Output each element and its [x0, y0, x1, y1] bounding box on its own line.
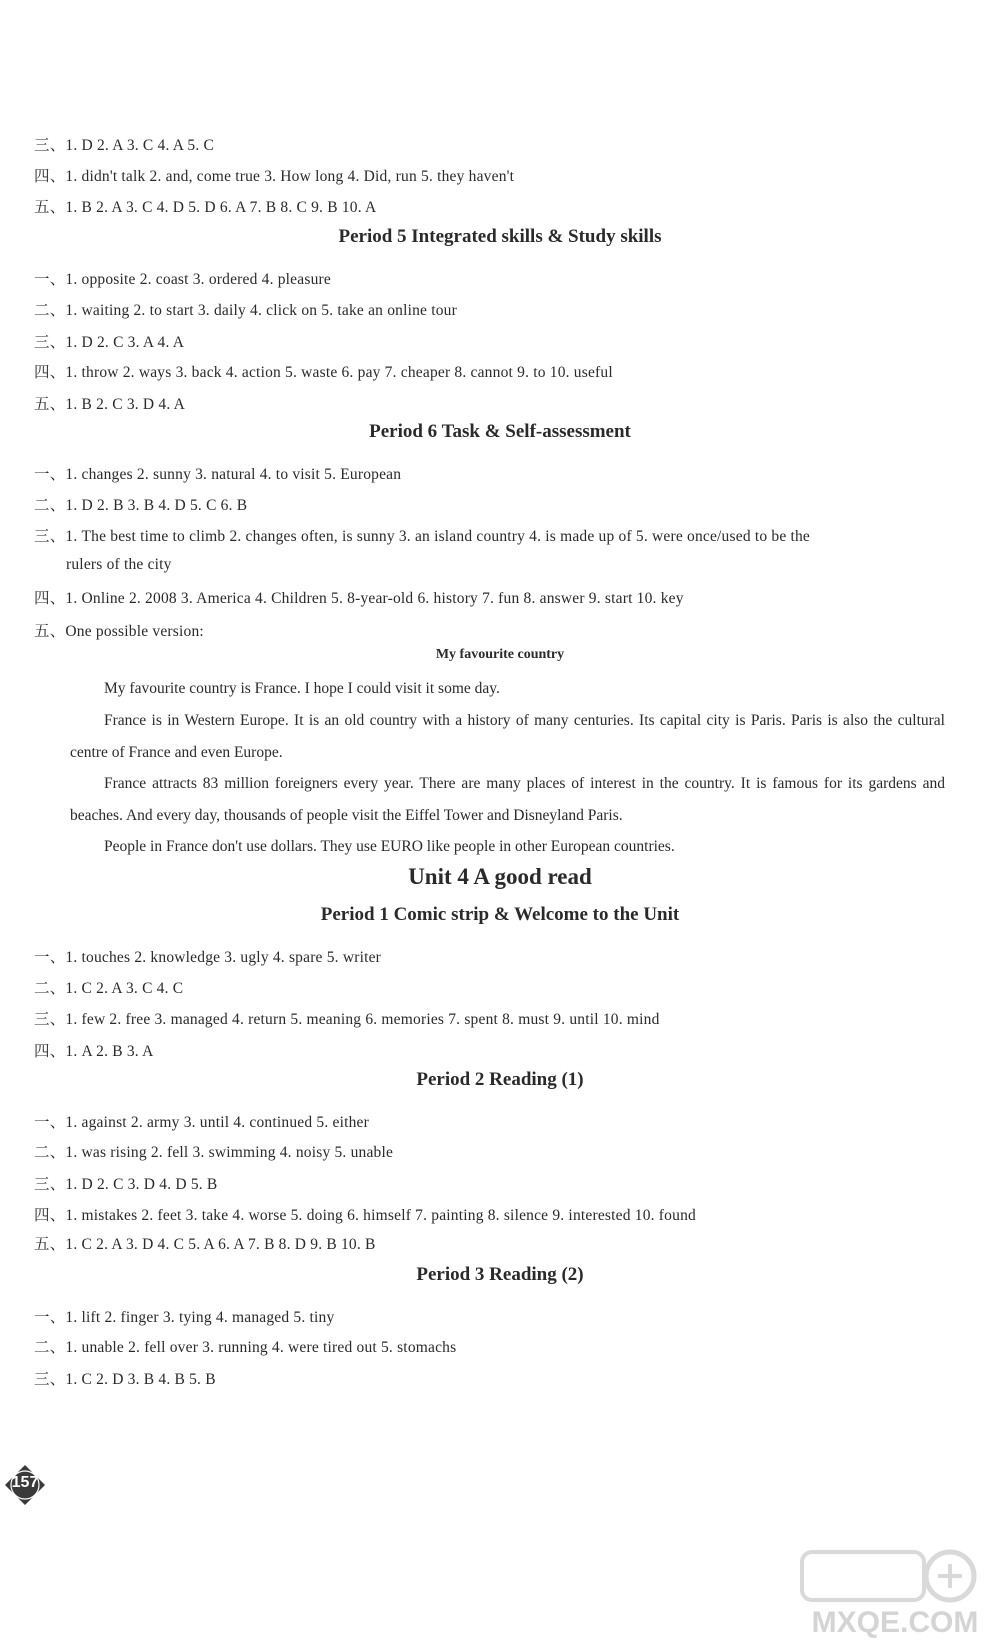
answer-line: 一、1. changes 2. sunny 3. natural 4. to visit 5. European [34, 466, 402, 483]
svg-text:MXQE.COM: MXQE.COM [811, 1606, 979, 1638]
answer-line: 二、1. waiting 2. to start 3. daily 4. click on 5. take an online tour [34, 302, 457, 319]
answer-line: 五、1. B 2. C 3. D 4. A [34, 396, 186, 413]
answer-line: 四、1. didn't talk 2. and, come true 3. How long 4. Did, run 5. they haven't [34, 168, 515, 185]
answer-line: 二、1. was rising 2. fell 3. swimming 4. noisy 5. unable [34, 1144, 394, 1161]
answer-line: 一、1. touches 2. knowledge 3. ugly 4. spare 5. writer [34, 949, 382, 966]
answer-line: 二、1. D 2. B 3. B 4. D 5. C 6. B [34, 497, 248, 514]
answer-line: 三、1. D 2. C 3. D 4. D 5. B [34, 1176, 218, 1193]
essay-title: My favourite country [435, 647, 565, 662]
period2-heading: Period 2 Reading (1) [416, 1069, 584, 1090]
answer-line: 一、1. opposite 2. coast 3. ordered 4. pleasure [34, 271, 331, 288]
answer-line: 四、1. mistakes 2. feet 3. take 4. worse 5. doing 6. himself 7. painting 8. silence 9. interested 10. found [34, 1207, 696, 1224]
period6-heading: Period 6 Task & Self-assessment [369, 421, 631, 442]
answer-line: 四、1. Online 2. 2008 3. America 4. Children 5. 8-year-old 6. history 7. fun 8. answer 9. start 10. key [34, 590, 684, 607]
answer-line: 一、1. lift 2. finger 3. tying 4. managed 5. tiny [34, 1309, 335, 1326]
page-number: 157 [11, 1474, 39, 1491]
page-number-badge [4, 1464, 46, 1506]
period3-heading: Period 3 Reading (2) [416, 1264, 584, 1285]
answer-line: 三、1. D 2. A 3. C 4. A 5. C [34, 137, 215, 154]
answer-line: 五、1. C 2. A 3. D 4. C 5. A 6. A 7. B 8. D 9. B 10. B [34, 1236, 376, 1253]
answer-line: 三、1. C 2. D 3. B 4. B 5. B [34, 1371, 216, 1388]
answer-line: 五、1. B 2. A 3. C 4. D 5. D 6. A 7. B 8. C 9. B 10. A [34, 199, 377, 216]
answer-line: 三、1. few 2. free 3. managed 4. return 5. meaning 6. memories 7. spent 8. must 9. until 10. mind [34, 1011, 660, 1028]
essay-paragraph: France is in Western Europe. It is an old country with a history of many centuries. Its capital city is Paris. Paris is also the cultural centre of France and even Europe. [70, 712, 945, 761]
answer-line: rulers of the city [66, 556, 172, 573]
essay-paragraph: People in France don't use dollars. They use EURO like people in other European countries. [104, 838, 675, 855]
answer-line: 二、1. C 2. A 3. C 4. C [34, 980, 184, 997]
unit-title: Unit 4 A good read [408, 864, 592, 889]
answer-line: 四、1. throw 2. ways 3. back 4. action 5. waste 6. pay 7. cheaper 8. cannot 9. to 10. useful [34, 364, 613, 381]
watermark-logo [800, 1548, 990, 1638]
answer-line: 三、1. The best time to climb 2. changes often, is sunny 3. an island country 4. is made up of 5. were once/used to be the [34, 528, 811, 545]
answer-line: 一、1. against 2. army 3. until 4. continued 5. either [34, 1114, 369, 1131]
period1-heading: Period 1 Comic strip & Welcome to the Unit [320, 904, 680, 925]
essay-paragraph: My favourite country is France. I hope I could visit it some day. [104, 680, 500, 697]
period5-heading: Period 5 Integrated skills & Study skills [338, 226, 662, 247]
answer-line: 三、1. D 2. C 3. A 4. A [34, 334, 185, 351]
answer-line: 五、One possible version: [34, 623, 204, 640]
answer-line: 四、1. A 2. B 3. A [34, 1043, 154, 1060]
essay-paragraph: France attracts 83 million foreigners every year. There are many places of interest in the country. It is famous for its gardens and beaches. And every day, thousands of people visit the Eiffel Tower and Disneyland Paris. [70, 775, 945, 824]
answer-line: 二、1. unable 2. fell over 3. running 4. were tired out 5. stomachs [34, 1339, 457, 1356]
